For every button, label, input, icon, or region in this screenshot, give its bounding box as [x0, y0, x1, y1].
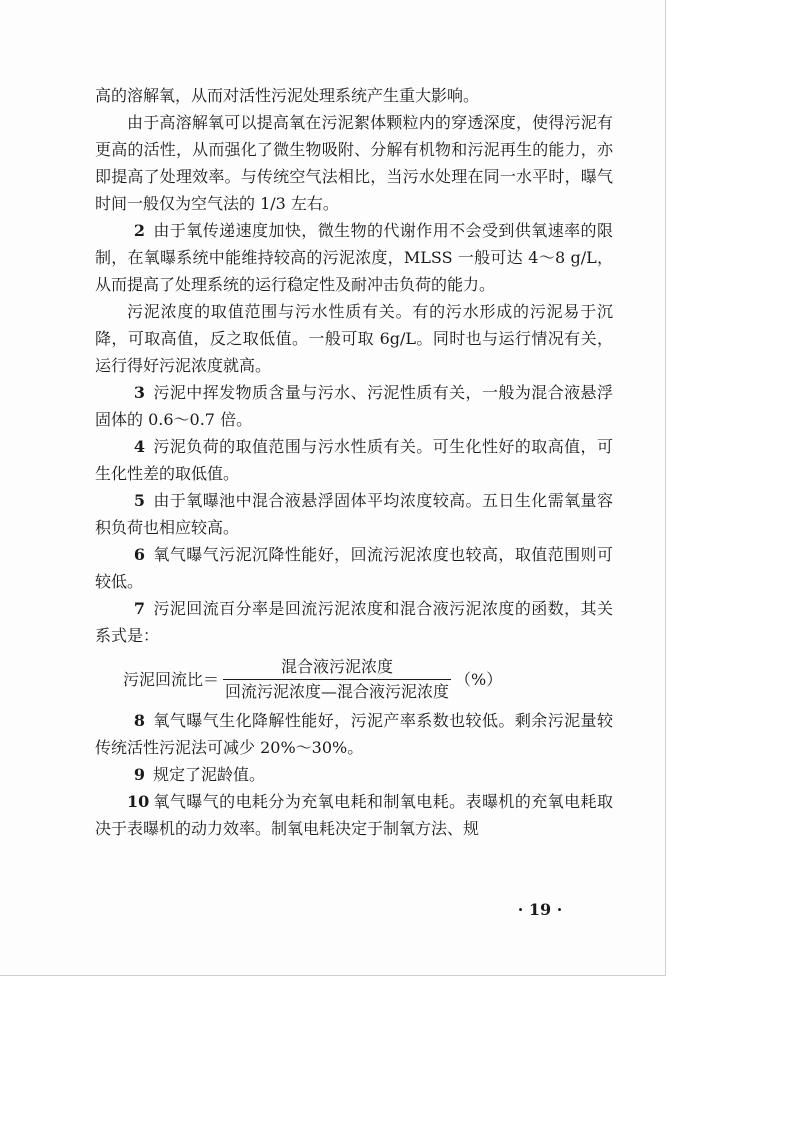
item-number: 7 — [133, 599, 145, 618]
formula-numerator: 混合液污泥浓度 — [281, 656, 394, 676]
paragraph — [95, 109, 613, 217]
fraction-bar — [223, 679, 451, 680]
numbered-paragraph — [95, 595, 613, 649]
item-number: 8 — [133, 711, 145, 730]
paragraph-text: 由于氧曝池中混合液悬浮固体平均浓度较高。五日生化需氧量容积负荷也相应较高。 — [95, 491, 613, 537]
paragraph-text: 污泥浓度的取值范围与污水性质有关。有的污水形成的污泥易于沉降，可取高值，反之取低值。一般可取 6g/L。同时也与运行情况有关，运行得好污泥浓度就高。 — [95, 302, 613, 375]
numbered-paragraph — [95, 217, 613, 298]
paragraph-text: 污泥负荷的取值范围与污水性质有关。可生化性好的取高值，可生化性差的取低值。 — [95, 437, 613, 483]
item-number: 5 — [133, 491, 145, 510]
numbered-paragraph — [95, 433, 613, 487]
numbered-paragraph — [95, 761, 613, 788]
formula-denominator: 回流污泥浓度—混合液污泥浓度 — [225, 681, 450, 701]
paragraph-text: 高的溶解氧，从而对活性污泥处理系统产生重大影响。 — [95, 86, 480, 105]
paragraph-text: 由于高溶解氧可以提高氧在污泥絮体颗粒内的穿透深度，使得污泥有更高的活性，从而强化了微生物吸附、分解有机物和污泥再生的能力，亦即提高了处理效率。与传统空气法相比，当污水处理在同一水平时，曝气时间一般仅为空气法的 1/3 左右。 — [95, 113, 613, 213]
item-number: 3 — [133, 383, 145, 402]
formula-lhs: 污泥回流比＝ — [123, 669, 220, 689]
numbered-paragraph — [95, 379, 613, 433]
formula-unit: （%） — [455, 669, 503, 689]
item-number: 9 — [133, 765, 145, 784]
paragraph-text: 氧气曝气的电耗分为充氧电耗和制氧电耗。表曝机的充氧电耗取决于表曝机的动力效率。制氧电耗决定于制氧方法、规 — [95, 792, 613, 838]
body-text — [95, 82, 613, 842]
paragraph — [95, 298, 613, 379]
paragraph-text: 污泥中挥发物质含量与污水、污泥性质有关，一般为混合液悬浮固体的 0.6～0.7 倍。 — [95, 383, 613, 429]
numbered-paragraph — [95, 788, 613, 842]
paragraph-text: 氧气曝气污泥沉降性能好，回流污泥浓度也较高，取值范围则可较低。 — [95, 545, 613, 591]
paragraph-text: 由于氧传递速度加快，微生物的代谢作用不会受到供氧速率的限制，在氧曝系统中能维持较高的污泥浓度，MLSS 一般可达 4～8 g/L，从而提高了处理系统的运行稳定性及耐冲击负荷的能力。 — [95, 221, 613, 294]
paragraph-text: 污泥回流百分率是回流污泥浓度和混合液污泥浓度的函数，其关系式是： — [95, 599, 613, 645]
item-number: 2 — [133, 221, 145, 240]
numbered-paragraph — [95, 541, 613, 595]
item-number: 6 — [133, 545, 145, 564]
paragraph — [95, 82, 613, 109]
page-number: · 19 · — [517, 900, 563, 919]
formula-fraction — [223, 657, 451, 702]
numbered-paragraph — [95, 487, 613, 541]
item-number: 4 — [133, 437, 145, 456]
paragraph-text: 规定了泥龄值。 — [153, 765, 266, 784]
paragraph-text: 氧气曝气生化降解性能好，污泥产率系数也较低。剩余污泥量较传统活性污泥法可减少 20%～30%。 — [95, 711, 613, 757]
numbered-paragraph — [95, 707, 613, 761]
item-number: 10 — [127, 792, 150, 811]
sludge-return-ratio-formula — [95, 651, 613, 707]
